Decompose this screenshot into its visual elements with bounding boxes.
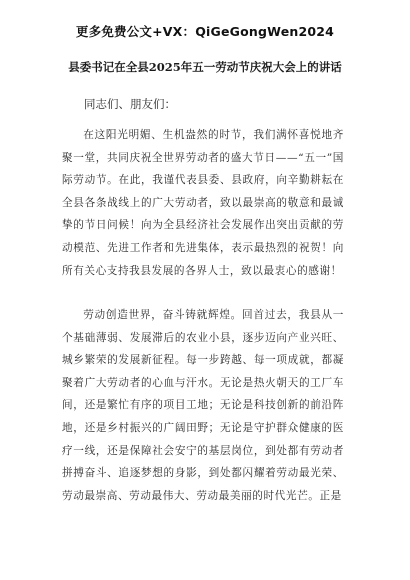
watermark-header: 更多免费公文+VX：QiGeGongWen2024 <box>75 24 335 39</box>
paragraph-labor-achievements: 劳动创造世界，奋斗铸就辉煌。回首过去，我县从一个基础薄弱、发展滞后的农业小县，逐步迈向产业兴旺、城乡繁荣的发展新征程。每一步跨越、每一项成就，都凝聚着广大劳动者的心血与汗水。无论是热火朝天的工厂车间，还是繁忙有序的项目工地；无论是科技创新的前沿阵地，还是乡村振兴的广阔田野；无论是守护群众健康的医疗一线，还是保障社会安宁的基层岗位，到处都有劳动者拼搏奋斗、追逐梦想的身影，到处都闪耀着劳动最光荣、劳动最崇高、劳动最伟大、劳动最美丽的时代光芒。正是 <box>62 309 344 502</box>
salutation: 同志们、朋友们： <box>84 97 176 111</box>
paragraph-greeting: 在这阳光明媚、生机盎然的时节，我们满怀喜悦地齐聚一堂，共同庆祝全世界劳动者的盛大节日——“五一”国际劳动节。在此，我谨代表县委、县政府，向辛勤耕耘在全县各条战线上的广大劳动者，致以最崇高的敬意和最诚挚的节日问候！向为全县经济社会发展作出突出贡献的劳动模范、先进工作者和先进集体，表示最热烈的祝贺！向所有关心支持我县发展的各界人士，致以最衷心的感谢！ <box>62 129 344 277</box>
document-title: 县委书记在全县2025年五一劳动节庆祝大会上的讲话 <box>68 60 342 74</box>
